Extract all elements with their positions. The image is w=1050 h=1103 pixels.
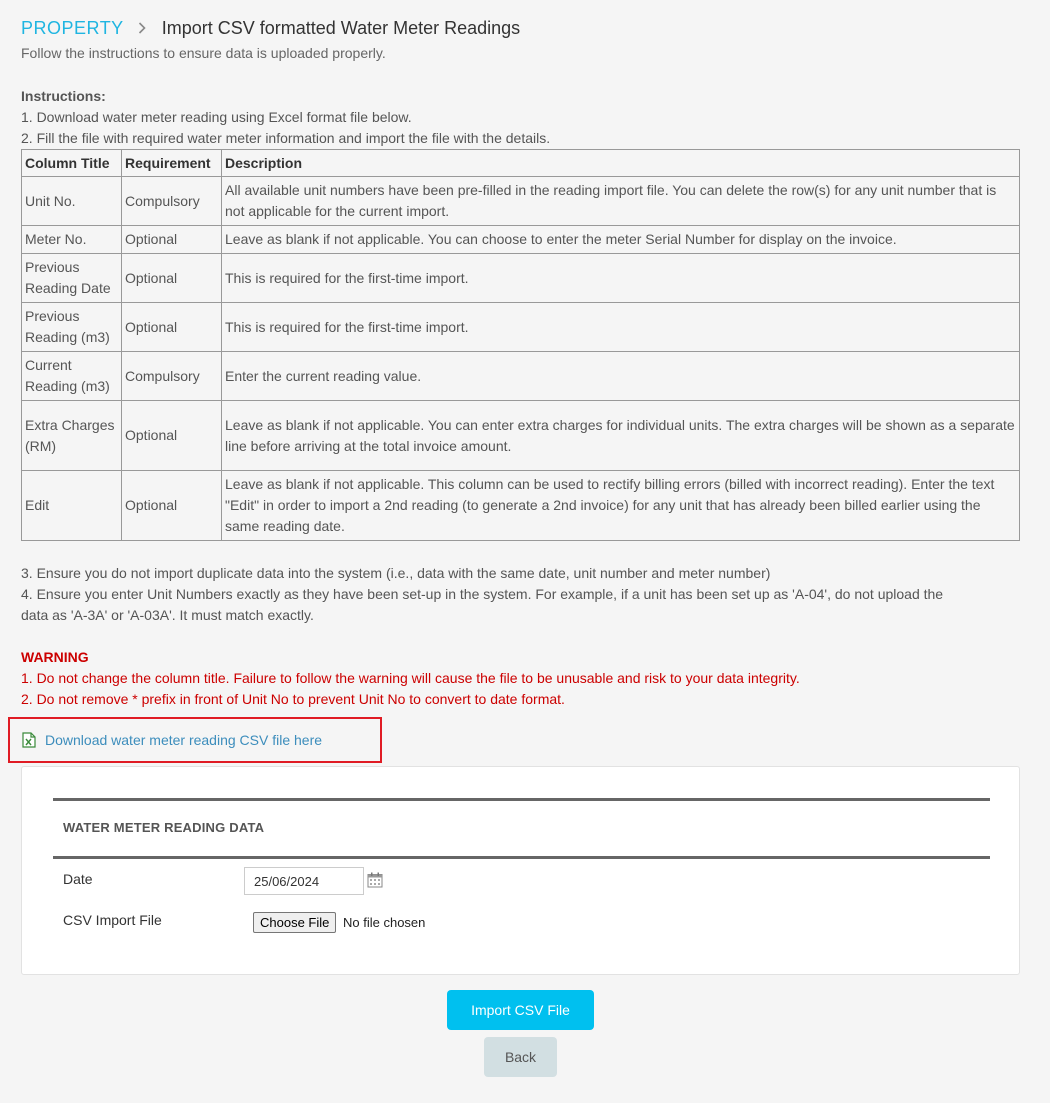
cell-description: Enter the current reading value. [222,352,1020,401]
page-subtitle: Follow the instructions to ensure data is uploaded properly. [21,45,386,61]
choose-file-button[interactable]: Choose File [253,912,336,933]
table-row [22,352,1020,401]
panel-divider-top [53,798,990,801]
table-row [22,177,1020,226]
csv-file-label: CSV Import File [63,912,162,928]
cell-requirement: Optional [122,303,222,352]
instructions-heading: Instructions: [21,88,106,104]
instruction-step: 2. Fill the file with required water meter information and import the file with the details. [21,130,551,146]
cell-description: Leave as blank if not applicable. This column can be used to rectify billing errors (billed with incorrect reading). Enter the text "Edit" in order to import a 2nd reading (to generate a 2nd invoice) for any unit that has already been billed earlier using the same reading date. [222,471,1020,541]
cell-title: Unit No. [22,177,122,226]
column-header-requirement: Requirement [122,150,222,177]
date-label: Date [63,871,93,887]
cell-description: Leave as blank if not applicable. You can enter extra charges for individual units. The extra charges will be shown as a separate line before arriving at the total invoice amount. [222,401,1020,471]
table-row [22,471,1020,541]
cell-requirement: Compulsory [122,352,222,401]
panel-divider-bottom [53,856,990,859]
instructions-block [21,86,550,149]
download-csv-link[interactable]: Download water meter reading CSV file here [45,732,323,748]
table-header-row [22,150,1020,177]
back-button[interactable]: Back [484,1037,557,1077]
column-spec-table [21,149,1020,541]
cell-title: Meter No. [22,226,122,254]
column-header-title: Column Title [22,150,122,177]
cell-title: Previous Reading (m3) [22,303,122,352]
warning-block [21,647,800,710]
instruction-step: 1. Download water meter reading using Excel format file below. [21,109,412,125]
breadcrumb [21,16,520,40]
import-csv-button[interactable]: Import CSV File [447,990,594,1030]
cell-title: Extra Charges (RM) [22,401,122,471]
instruction-step: data as 'A-3A' or 'A-03A'. It must match exactly. [21,607,314,623]
cell-description: Leave as blank if not applicable. You can choose to enter the meter Serial Number for display on the invoice. [222,226,1020,254]
download-highlight [8,717,382,763]
column-header-description: Description [222,150,1020,177]
file-status-text: No file chosen [343,915,426,930]
instruction-step: 4. Ensure you enter Unit Numbers exactly as they have been set-up in the system. For example, if a unit has been set up as 'A-04', do not upload the [21,586,944,602]
table-row [22,254,1020,303]
warning-line: 2. Do not remove * prefix in front of Unit No to prevent Unit No to convert to date format. [21,691,565,707]
cell-description: This is required for the first-time import. [222,303,1020,352]
cell-requirement: Optional [122,254,222,303]
warning-heading: WARNING [21,649,89,665]
breadcrumb-root-link[interactable]: PROPERTY [21,17,124,38]
cell-description: All available unit numbers have been pre-filled in the reading import file. You can delete the row(s) for any unit number that is not applicable for the current import. [222,177,1020,226]
page-title: Import CSV formatted Water Meter Readings [161,17,521,38]
cell-description: This is required for the first-time import. [222,254,1020,303]
cell-requirement: Optional [122,471,222,541]
table-row [22,303,1020,352]
cell-title: Edit [22,471,122,541]
reading-data-panel [21,766,1020,975]
excel-file-icon [22,732,36,748]
cell-title: Previous Reading Date [22,254,122,303]
date-input[interactable]: 25/06/2024 [244,867,364,895]
cell-title: Current Reading (m3) [22,352,122,401]
cell-requirement: Compulsory [122,177,222,226]
table-row [22,226,1020,254]
instruction-step: 3. Ensure you do not import duplicate data into the system (i.e., data with the same date, unit number and meter number) [21,565,771,581]
warning-line: 1. Do not change the column title. Failure to follow the warning will cause the file to be unusable and risk to your data integrity. [21,670,800,686]
panel-title: WATER METER READING DATA [63,820,265,835]
cell-requirement: Optional [122,401,222,471]
table-row [22,401,1020,471]
instructions-continued [21,563,943,626]
calendar-icon[interactable] [367,872,383,888]
chevron-right-icon [138,22,146,34]
cell-requirement: Optional [122,226,222,254]
